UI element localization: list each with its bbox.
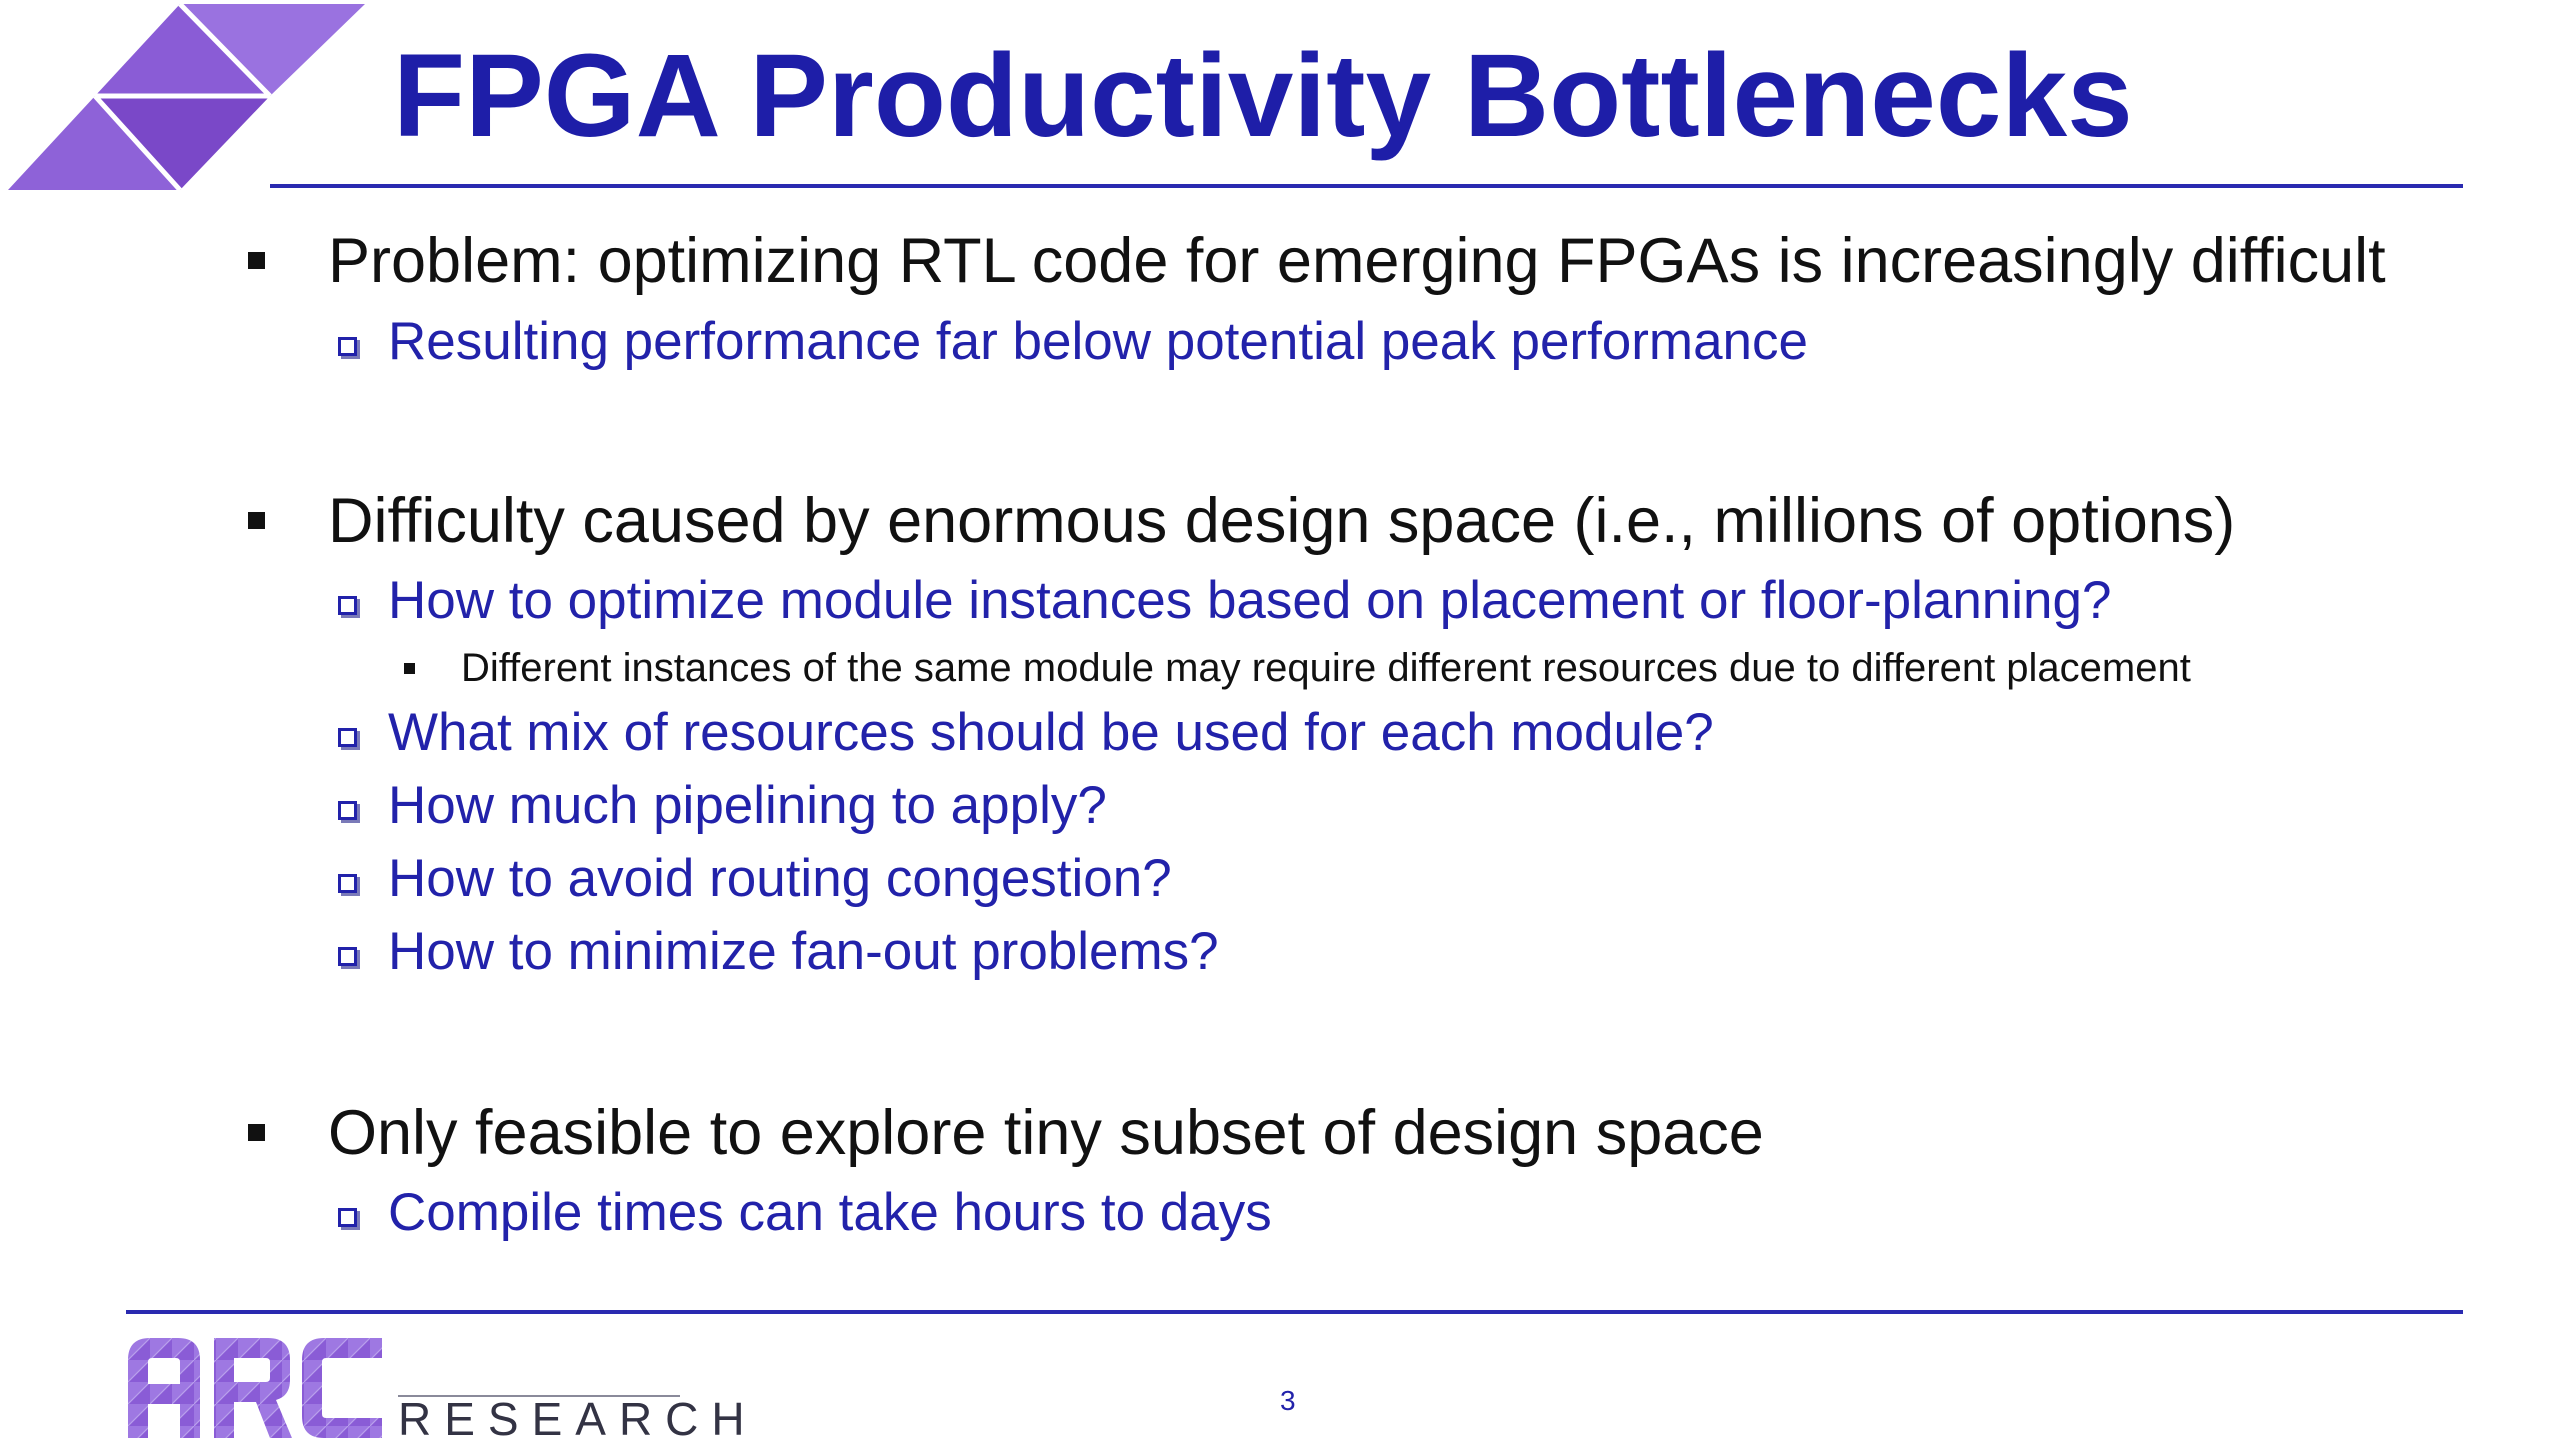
logo-subtext: RESEARCH: [398, 1393, 758, 1445]
page-number: 3: [1280, 1385, 1296, 1416]
title-divider: [270, 184, 2463, 188]
small-square-bullet-icon: [404, 663, 415, 674]
square-bullet-icon: [248, 252, 265, 269]
bullet-text: How much pipelining to apply?: [388, 776, 1107, 835]
square-bullet-icon: [248, 1124, 265, 1141]
hollow-square-bullet-icon: [338, 596, 357, 615]
page-title: FPGA Productivity Bottlenecks: [393, 30, 2133, 162]
hollow-square-bullet-icon: [338, 874, 357, 893]
bullet-text: Different instances of the same module may require different resources due to different placement: [461, 646, 2191, 690]
bullet-text: Compile times can take hours to days: [388, 1183, 1272, 1242]
hollow-square-bullet-icon: [338, 801, 357, 820]
hollow-square-bullet-icon: [338, 337, 357, 356]
bullet-text: How to avoid routing congestion?: [388, 849, 1172, 908]
arc-logo-icon: [128, 1338, 388, 1438]
hollow-square-bullet-icon: [338, 947, 357, 966]
bullet-text: Only feasible to explore tiny subset of design space: [328, 1098, 1764, 1168]
hollow-square-bullet-icon: [338, 1208, 357, 1227]
bullet-text: How to minimize fan-out problems?: [388, 922, 1219, 981]
triangle-logo-icon: [0, 0, 380, 200]
bullet-text: How to optimize module instances based on placement or floor-planning?: [388, 571, 2112, 630]
hollow-square-bullet-icon: [338, 728, 357, 747]
square-bullet-icon: [248, 512, 265, 529]
bullet-text: What mix of resources should be used for each module?: [388, 703, 1714, 762]
footer-divider: [126, 1310, 2463, 1314]
bullet-text: Difficulty caused by enormous design space (i.e., millions of options): [328, 486, 2236, 556]
bullet-text: Problem: optimizing RTL code for emerging FPGAs is increasingly difficult: [328, 226, 2386, 296]
bullet-text: Resulting performance far below potential peak performance: [388, 312, 1809, 371]
